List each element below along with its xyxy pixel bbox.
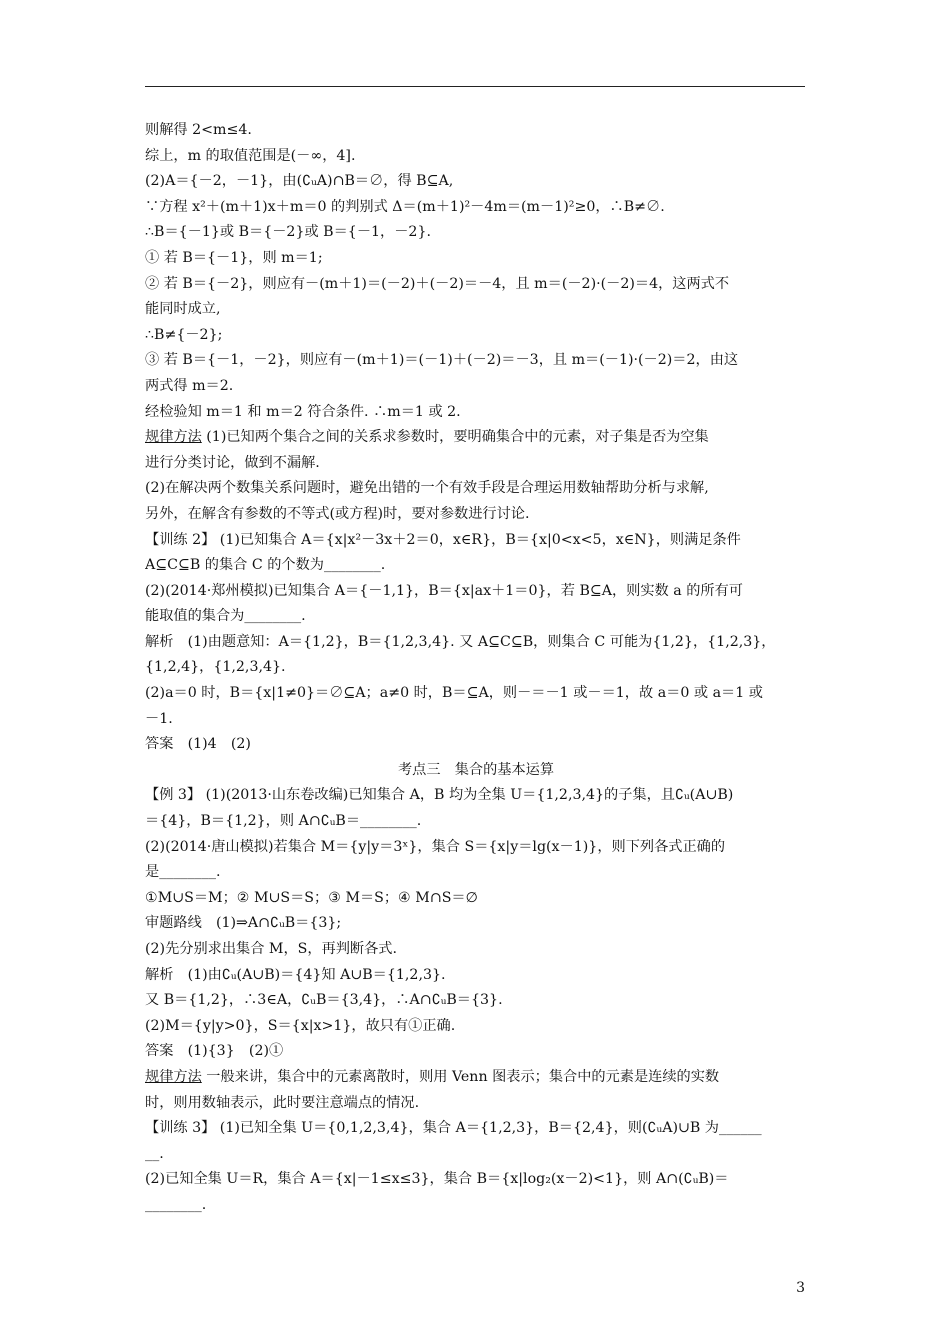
line-text: (2)先分别求出集合 M，S，再判断各式. [145,941,397,957]
text-line [145,937,807,963]
line-text: 时，则用数轴表示，此时要注意端点的情况. [145,1094,420,1111]
method-label: 规律方法 [145,1068,202,1085]
line-text: (2)(2014·唐山模拟)若集合 M＝{y|y＝3ˣ}，集合 S＝{x|y＝lg(x－1)}，则下列各式正确的 [145,838,726,855]
page-number: 3 [796,1280,805,1296]
text-line [145,1091,807,1117]
text-line [145,1039,807,1065]
text-line [145,246,807,272]
text-line [145,681,807,707]
text-line [145,425,807,451]
line-text: 两式得 m＝2. [145,377,234,394]
line-text: ①M∪S＝M；② M∪S＝S；③ M＝S；④ M∩S＝∅ [145,889,478,906]
text-line [145,707,807,733]
text-line [145,579,807,605]
line-text: {1,2,4}，{1,2,3,4}. [145,659,286,676]
text-line [145,502,807,528]
page-content [145,118,807,1219]
line-text: ________. [145,1196,207,1213]
line-text: 经检验知 m＝1 和 m＝2 符合条件. ∴m＝1 或 2. [145,403,461,420]
text-line [145,911,807,937]
text-line [145,835,807,861]
line-text: 审题路线 (1)⇒A∩∁ᵤB＝{3}; [145,915,342,932]
text-line [145,655,807,681]
text-line [145,988,807,1014]
text-line [145,323,807,349]
text-line [145,860,807,886]
line-text: ∴B≠{－2}; [145,326,223,343]
text-line [145,118,807,144]
line-text: 综上，m 的取值范围是(－∞，4]. [145,147,356,164]
header-rule [145,86,805,87]
text-line [145,809,807,835]
line-text: 答案 (1)4 (2) [145,736,251,753]
line-text: (2)M＝{y|y>0}，S＝{x|x>1}，故只有①正确. [145,1017,456,1034]
text-line [145,1142,807,1168]
line-text: 能同时成立, [145,301,221,318]
text-line [145,144,807,170]
line-text: __. [145,1145,164,1162]
section-heading [145,758,807,784]
line-text: (2)A＝{－2，－1}，由(∁ᵤA)∩B＝∅，得 B⊆A, [145,173,454,190]
text-line [145,783,807,809]
line-text: 是________. [145,864,221,881]
line-text: ∴B＝{－1}或 B＝{－2}或 B＝{－1，－2}. [145,224,431,241]
text-line [145,732,807,758]
line-text: (2)已知全集 U＝R，集合 A＝{x|－1≤x≤3}，集合 B＝{x|log₂(x－2)<1}，则 A∩(∁ᵤB)＝ [145,1171,729,1188]
line-text: 解析 (1)由题意知：A＝{1,2}，B＝{1,2,3,4}. 又 A⊆C⊆B，则集合 C 可能为{1,2}，{1,2,3}， [145,633,776,650]
line-text: ＝{4}，B＝{1,2}，则 A∩∁ᵤB＝________. [145,813,422,830]
line-text: ③ 若 B＝{－1，－2}，则应有－(m＋1)＝(－1)＋(－2)＝－3，且 m＝(－1)·(－2)＝2，由这 [145,352,739,369]
line-text: －1. [145,710,173,727]
text-line [145,886,807,912]
line-text: 则解得 2<m≤4. [145,122,252,138]
text-line [145,297,807,323]
text-line [145,476,807,502]
text-line [145,220,807,246]
text-line [145,1193,807,1219]
text-line [145,195,807,221]
text-line [145,553,807,579]
line-text: (2)(2014·郑州模拟)已知集合 A＝{－1,1}，B＝{x|ax＋1＝0}，若 B⊆A，则实数 a 的所有可 [145,582,743,599]
line-text: 又 B＝{1,2}，∴3∈A，∁ᵤB＝{3,4}，∴A∩∁ᵤB＝{3}. [145,992,503,1009]
text-line [145,169,807,195]
text-line [145,1065,807,1091]
line-text: 能取值的集合为________. [145,608,306,625]
text-line [145,528,807,554]
line-text: 考点三 集合的基本运算 [397,761,555,778]
line-text: 答案 (1){3} (2)① [145,1043,284,1060]
line-text: (1)已知两个集合之间的关系求参数时，要明确集合中的元素，对子集是否为空集 [201,429,709,446]
line-text: (2)在解决两个数集关系问题时，避免出错的一个有效手段是合理运用数轴帮助分析与求解, [145,480,709,497]
text-line [145,1167,807,1193]
line-text: ∵方程 x²＋(m＋1)x＋m＝0 的判别式 Δ＝(m＋1)²－4m＝(m－1)²≥0，∴B≠∅. [145,198,665,215]
line-text: 进行分类讨论，做到不漏解. [145,454,320,471]
text-line [145,348,807,374]
method-label: 规律方法 [145,429,202,446]
line-text: 【训练 3】 (1)已知全集 U＝{0,1,2,3,4}，集合 A＝{1,2,3}，B＝{2,4}，则(∁ᵤA)∪B 为______ [145,1120,762,1137]
text-line [145,272,807,298]
line-text: 解析 (1)由∁ᵤ(A∪B)＝{4}知 A∪B＝{1,2,3}. [145,966,446,983]
text-line [145,630,807,656]
line-text: ① 若 B＝{－1}，则 m＝1; [145,249,323,266]
line-text: 另外，在解含有参数的不等式(或方程)时，要对参数进行讨论. [145,505,530,522]
text-line [145,374,807,400]
line-text: 【训练 2】 (1)已知集合 A＝{x|x²－3x＋2＝0，x∈R}，B＝{x|0<x<5，x∈N}，则满足条件 [145,531,741,548]
line-text: A⊆C⊆B 的集合 C 的个数为________. [145,557,386,574]
line-text: 一般来讲，集合中的元素离散时，则用 Venn 图表示；集合中的元素是连续的实数 [201,1068,720,1085]
line-text: 【例 3】 (1)(2013·山东卷改编)已知集合 A，B 均为全集 U＝{1,2,3,4}的子集，且∁ᵤ(A∪B) [145,787,734,804]
text-line [145,604,807,630]
text-line [145,1014,807,1040]
text-line [145,400,807,426]
text-line [145,451,807,477]
text-line [145,963,807,989]
text-line [145,1116,807,1142]
line-text: (2)a＝0 时，B＝{x|1≠0}＝∅⊆A；a≠0 时，B＝⊆A，则－＝－1 或－＝1，故 a＝0 或 a＝1 或 [145,685,763,702]
line-text: ② 若 B＝{－2}，则应有－(m＋1)＝(－2)＋(－2)＝－4，且 m＝(－2)·(－2)＝4，这两式不 [145,275,730,292]
